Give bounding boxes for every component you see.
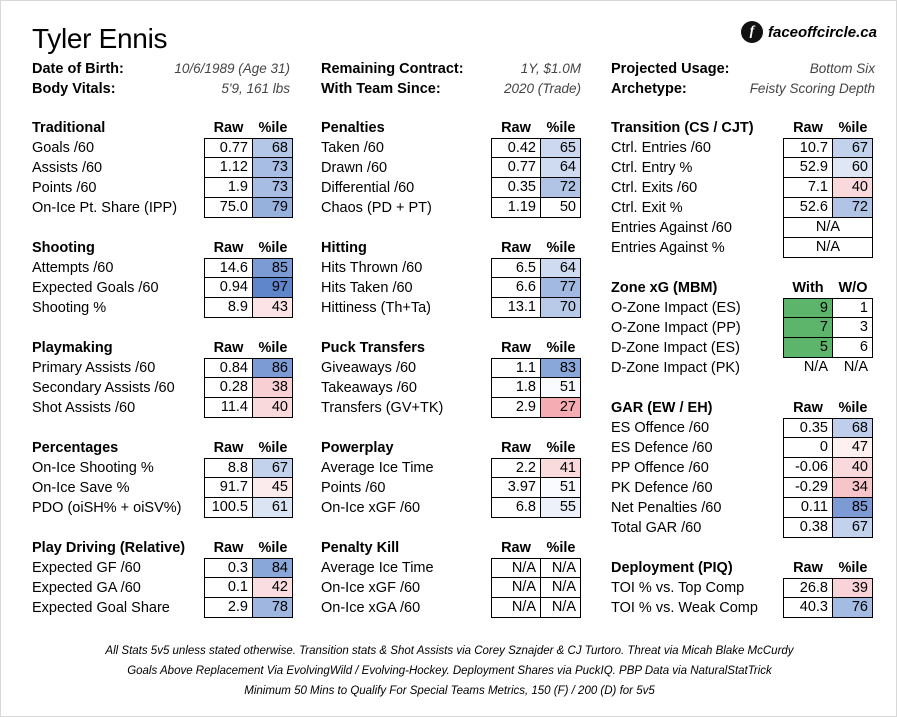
stat-row <box>321 138 581 158</box>
stat-raw: 0.94 <box>204 278 253 298</box>
stat-raw: 52.6 <box>783 198 833 218</box>
section-title: GAR (EW / EH) <box>611 400 713 416</box>
column-header: Raw <box>501 240 531 256</box>
section-title: Playmaking <box>32 340 113 356</box>
column-header: %ile <box>258 240 288 256</box>
stat-section <box>321 118 581 218</box>
stat-raw: N/A <box>491 598 541 618</box>
section-title: Zone xG (MBM) <box>611 280 718 296</box>
stat-raw: 0.77 <box>204 138 253 158</box>
column-header: %ile <box>258 440 288 456</box>
column-header: Raw <box>501 340 531 356</box>
stat-row <box>32 278 293 298</box>
site-name: faceoffcircle.ca <box>768 23 877 41</box>
stat-label: On-Ice xGF /60 <box>321 500 421 516</box>
stat-percentile: 84 <box>253 558 293 578</box>
footer-line: Minimum 50 Mins to Qualify For Special Teams Metrics, 150 (F) / 200 (D) for 5v5 <box>244 685 655 697</box>
stat-raw: 0.35 <box>783 418 833 438</box>
stat-percentile: 64 <box>541 158 581 178</box>
stat-percentile: 1 <box>833 298 873 318</box>
column-header: Raw <box>213 120 244 136</box>
stat-row <box>32 598 293 618</box>
stat-percentile: 67 <box>253 458 293 478</box>
stat-label: Points /60 <box>321 480 386 496</box>
stat-raw: N/A <box>491 558 541 578</box>
section-header <box>321 238 581 258</box>
stat-raw: 0.84 <box>204 358 253 378</box>
section-header <box>32 118 293 138</box>
stat-raw: 1.9 <box>204 178 253 198</box>
stat-row <box>611 298 873 318</box>
stat-row <box>611 518 873 538</box>
stat-label: Ctrl. Exit % <box>611 200 683 216</box>
stat-row <box>321 478 581 498</box>
stat-value: N/A <box>783 238 873 258</box>
section-title: Puck Transfers <box>321 340 425 356</box>
stat-raw: 1.1 <box>491 358 541 378</box>
section-header <box>321 118 581 138</box>
stat-raw: 8.8 <box>204 458 253 478</box>
stat-percentile: 85 <box>253 258 293 278</box>
stat-label: Ctrl. Exits /60 <box>611 180 698 196</box>
section-header <box>611 118 873 138</box>
stat-raw: 7 <box>783 318 833 338</box>
stat-percentile: 68 <box>833 418 873 438</box>
stat-raw: 100.5 <box>204 498 253 518</box>
column-header: Raw <box>501 540 531 556</box>
section-header <box>321 438 581 458</box>
stat-row <box>321 278 581 298</box>
section-title: Percentages <box>32 440 119 456</box>
stat-label: Transfers (GV+TK) <box>321 400 444 416</box>
section-header <box>611 398 873 418</box>
stat-percentile: 97 <box>253 278 293 298</box>
stat-row <box>321 258 581 278</box>
stat-percentile: 45 <box>253 478 293 498</box>
stat-label: ES Offence /60 <box>611 420 710 436</box>
stat-section <box>32 238 293 318</box>
stat-section <box>321 438 581 518</box>
stat-section <box>321 338 581 418</box>
stat-raw: 7.1 <box>783 178 833 198</box>
stat-section <box>32 338 293 418</box>
info-row <box>321 59 581 79</box>
stat-value: N/A <box>783 218 873 238</box>
section-header <box>32 238 293 258</box>
stat-raw: -0.06 <box>783 458 833 478</box>
column-header: %ile <box>546 440 576 456</box>
stat-row <box>32 178 293 198</box>
stat-percentile: N/A <box>541 598 581 618</box>
stat-row <box>32 478 293 498</box>
faceoff-logo-icon: f <box>741 21 763 43</box>
section-title: Play Driving (Relative) <box>32 540 186 556</box>
footer-notes <box>1 641 897 701</box>
stat-percentile: 83 <box>541 358 581 378</box>
stat-raw: 0.11 <box>783 498 833 518</box>
stat-raw: 0.77 <box>491 158 541 178</box>
section-title: Penalty Kill <box>321 540 400 556</box>
stat-label: PK Defence /60 <box>611 480 713 496</box>
stat-raw: -0.29 <box>783 478 833 498</box>
stat-percentile: 65 <box>541 138 581 158</box>
stat-percentile: 3 <box>833 318 873 338</box>
stat-raw: 10.7 <box>783 138 833 158</box>
column-header: %ile <box>258 120 288 136</box>
stat-percentile: 34 <box>833 478 873 498</box>
stat-percentile: 79 <box>253 198 293 218</box>
stat-raw: 0.3 <box>204 558 253 578</box>
stat-row <box>611 318 873 338</box>
column-header: %ile <box>838 400 868 416</box>
stat-label: D-Zone Impact (ES) <box>611 340 740 356</box>
stat-percentile: 85 <box>833 498 873 518</box>
column-header: %ile <box>258 340 288 356</box>
stat-raw: 6.5 <box>491 258 541 278</box>
stat-row <box>611 218 873 238</box>
stat-raw: N/A <box>783 358 833 378</box>
stat-row <box>611 358 873 378</box>
player-name: Tyler Ennis <box>32 23 168 54</box>
stat-label: Average Ice Time <box>321 460 434 476</box>
column-header: %ile <box>838 120 868 136</box>
stat-label: On-Ice xGF /60 <box>321 580 421 596</box>
info-label: Body Vitals: <box>32 81 116 97</box>
stat-percentile: N/A <box>541 578 581 598</box>
stat-raw: 3.97 <box>491 478 541 498</box>
info-label: Projected Usage: <box>611 61 730 77</box>
section-header <box>611 558 873 578</box>
section-title: Deployment (PIQ) <box>611 560 733 576</box>
stat-label: Expected GF /60 <box>32 560 141 576</box>
stat-percentile: 73 <box>253 158 293 178</box>
stat-row <box>32 498 293 518</box>
stat-percentile: 42 <box>253 578 293 598</box>
info-value: 2020 (Trade) <box>503 81 581 96</box>
stat-label: On-Ice Pt. Share (IPP) <box>32 200 178 216</box>
stat-row <box>32 558 293 578</box>
stat-label: Taken /60 <box>321 140 384 156</box>
stat-raw: 0.38 <box>783 518 833 538</box>
stat-percentile: 76 <box>833 598 873 618</box>
stat-label: Total GAR /60 <box>611 520 702 536</box>
stat-raw: 8.9 <box>204 298 253 318</box>
stat-label: Shot Assists /60 <box>32 400 136 416</box>
column-header: With <box>792 280 824 296</box>
stat-label: Entries Against % <box>611 240 725 256</box>
stat-row <box>321 578 581 598</box>
stat-section <box>321 538 581 618</box>
stat-raw: 91.7 <box>204 478 253 498</box>
section-title: Penalties <box>321 120 385 136</box>
stat-row <box>321 198 581 218</box>
stat-raw: 26.8 <box>783 578 833 598</box>
stat-percentile: 27 <box>541 398 581 418</box>
stat-percentile: 40 <box>833 458 873 478</box>
info-label: Archetype: <box>611 81 687 97</box>
stat-percentile: 41 <box>541 458 581 478</box>
stat-raw: 13.1 <box>491 298 541 318</box>
stat-row <box>32 358 293 378</box>
stat-percentile: 47 <box>833 438 873 458</box>
section-title: Transition (CS / CJT) <box>611 120 754 136</box>
stat-percentile: 68 <box>253 138 293 158</box>
stat-row <box>321 178 581 198</box>
info-label: Remaining Contract: <box>321 61 464 77</box>
info-value: Feisty Scoring Depth <box>749 81 875 96</box>
stat-percentile: N/A <box>541 558 581 578</box>
info-label: Date of Birth: <box>32 61 124 77</box>
stat-label: Assists /60 <box>32 160 103 176</box>
stat-label: Primary Assists /60 <box>32 360 156 376</box>
stat-percentile: 70 <box>541 298 581 318</box>
column-header: Raw <box>501 120 531 136</box>
stat-percentile: 67 <box>833 138 873 158</box>
section-header <box>321 538 581 558</box>
stat-row <box>321 458 581 478</box>
info-row <box>32 79 290 99</box>
info-label: With Team Since: <box>321 81 441 97</box>
stat-section <box>32 438 293 518</box>
stat-row <box>321 598 581 618</box>
stat-percentile: 60 <box>833 158 873 178</box>
stat-raw: 2.9 <box>491 398 541 418</box>
stat-percentile: 86 <box>253 358 293 378</box>
stat-row <box>611 238 873 258</box>
info-value: Bottom Six <box>809 61 875 76</box>
stat-label: Points /60 <box>32 180 97 196</box>
stat-raw: 75.0 <box>204 198 253 218</box>
section-header <box>32 338 293 358</box>
stat-raw: 1.8 <box>491 378 541 398</box>
stat-percentile: 50 <box>541 198 581 218</box>
info-row <box>611 79 875 99</box>
section-header <box>321 338 581 358</box>
stat-label: Expected Goals /60 <box>32 280 159 296</box>
stat-section <box>611 398 873 538</box>
stat-label: Ctrl. Entries /60 <box>611 140 711 156</box>
stat-section <box>321 238 581 318</box>
stat-row <box>611 198 873 218</box>
stat-row <box>32 398 293 418</box>
stat-label: On-Ice xGA /60 <box>321 600 421 616</box>
stat-percentile: 43 <box>253 298 293 318</box>
column-header: Raw <box>501 440 531 456</box>
stat-row <box>32 158 293 178</box>
stat-label: Differential /60 <box>321 180 415 196</box>
column-header: Raw <box>213 540 244 556</box>
column-header: Raw <box>213 340 244 356</box>
stat-row <box>32 138 293 158</box>
info-row <box>611 59 875 79</box>
stat-raw: N/A <box>491 578 541 598</box>
stat-row <box>611 338 873 358</box>
footer-line: Goals Above Replacement Via EvolvingWild / Evolving-Hockey. Deployment Shares via PuckIQ. PBP Data via NaturalStatTrick <box>127 665 772 677</box>
stat-raw: 0.42 <box>491 138 541 158</box>
stat-label: On-Ice Save % <box>32 480 130 496</box>
stat-raw: 1.12 <box>204 158 253 178</box>
stat-percentile: 73 <box>253 178 293 198</box>
stat-raw: 5 <box>783 338 833 358</box>
stat-raw: 2.9 <box>204 598 253 618</box>
stat-percentile: 77 <box>541 278 581 298</box>
stat-row <box>321 398 581 418</box>
stat-label: PDO (oiSH% + oiSV%) <box>32 500 182 516</box>
stat-raw: 2.2 <box>491 458 541 478</box>
stat-label: Hits Thrown /60 <box>321 260 423 276</box>
stat-raw: 14.6 <box>204 258 253 278</box>
stat-section <box>611 278 873 378</box>
stat-label: PP Offence /60 <box>611 460 709 476</box>
stat-percentile: 38 <box>253 378 293 398</box>
section-title: Powerplay <box>321 440 394 456</box>
section-title: Hitting <box>321 240 367 256</box>
stat-row <box>321 158 581 178</box>
stat-row <box>321 558 581 578</box>
column-header: %ile <box>546 540 576 556</box>
stat-section <box>611 558 873 618</box>
stat-label: Drawn /60 <box>321 160 388 176</box>
stat-label: Expected GA /60 <box>32 580 141 596</box>
site-logo <box>741 21 877 43</box>
stat-row <box>32 378 293 398</box>
column-header: %ile <box>838 560 868 576</box>
stat-row <box>321 298 581 318</box>
column-header: Raw <box>793 400 823 416</box>
stat-row <box>32 578 293 598</box>
stat-raw: 0.1 <box>204 578 253 598</box>
section-title: Shooting <box>32 240 95 256</box>
stat-raw: 0 <box>783 438 833 458</box>
stat-label: Entries Against /60 <box>611 220 732 236</box>
stat-label: Ctrl. Entry % <box>611 160 693 176</box>
info-value: 1Y, $1.0M <box>520 61 581 76</box>
section-header <box>32 538 293 558</box>
stat-percentile: 72 <box>541 178 581 198</box>
stat-row <box>32 458 293 478</box>
stat-row <box>32 298 293 318</box>
info-row <box>321 79 581 99</box>
stat-label: TOI % vs. Top Comp <box>611 580 745 596</box>
stat-label: Hittiness (Th+Ta) <box>321 300 431 316</box>
info-row <box>32 59 290 79</box>
stat-label: Shooting % <box>32 300 107 316</box>
stat-percentile: 51 <box>541 378 581 398</box>
stat-row <box>321 358 581 378</box>
stat-raw: 0.28 <box>204 378 253 398</box>
stat-row <box>611 578 873 598</box>
column-header: %ile <box>546 240 576 256</box>
column-header: Raw <box>213 440 244 456</box>
stat-raw: 40.3 <box>783 598 833 618</box>
stat-percentile: 64 <box>541 258 581 278</box>
stat-row <box>611 458 873 478</box>
stat-label: Secondary Assists /60 <box>32 380 175 396</box>
stat-section <box>32 538 293 618</box>
stat-percentile: 61 <box>253 498 293 518</box>
stat-section <box>611 118 873 258</box>
column-header: Raw <box>793 560 823 576</box>
stat-label: TOI % vs. Weak Comp <box>611 600 758 616</box>
stat-label: D-Zone Impact (PK) <box>611 360 740 376</box>
stat-label: O-Zone Impact (ES) <box>611 300 741 316</box>
stat-row <box>321 498 581 518</box>
column-header: Raw <box>793 120 823 136</box>
column-header: %ile <box>546 120 576 136</box>
stat-label: Hits Taken /60 <box>321 280 413 296</box>
stat-label: Goals /60 <box>32 140 95 156</box>
stat-label: ES Defence /60 <box>611 440 713 456</box>
stat-label: Net Penalties /60 <box>611 500 722 516</box>
stat-row <box>611 438 873 458</box>
stat-percentile: 55 <box>541 498 581 518</box>
stat-row <box>611 478 873 498</box>
stat-label: Chaos (PD + PT) <box>321 200 432 216</box>
stat-percentile: 39 <box>833 578 873 598</box>
stat-label: Average Ice Time <box>321 560 434 576</box>
section-title: Traditional <box>32 120 106 136</box>
stat-label: Attempts /60 <box>32 260 114 276</box>
stat-section <box>32 118 293 218</box>
column-header: Raw <box>213 240 244 256</box>
stat-raw: 9 <box>783 298 833 318</box>
stat-label: O-Zone Impact (PP) <box>611 320 741 336</box>
footer-line: All Stats 5v5 unless stated otherwise. Transition stats & Shot Assists via Corey Sznajder & CJ Turtoro. Threat via Micah Blake McCurdy <box>105 645 794 657</box>
stat-row <box>611 498 873 518</box>
stat-raw: 0.35 <box>491 178 541 198</box>
stat-raw: 11.4 <box>204 398 253 418</box>
stat-percentile: 40 <box>253 398 293 418</box>
stat-label: On-Ice Shooting % <box>32 460 154 476</box>
stat-percentile: 6 <box>833 338 873 358</box>
stat-percentile: 78 <box>253 598 293 618</box>
stat-percentile: 51 <box>541 478 581 498</box>
stat-label: Expected Goal Share <box>32 600 170 616</box>
stat-row <box>611 598 873 618</box>
stat-percentile: N/A <box>833 358 873 378</box>
stat-row <box>32 198 293 218</box>
stat-row <box>611 418 873 438</box>
stat-raw: 6.8 <box>491 498 541 518</box>
stat-label: Takeaways /60 <box>321 380 417 396</box>
info-value: 10/6/1989 (Age 31) <box>174 61 290 76</box>
stat-row <box>611 138 873 158</box>
stat-row <box>611 158 873 178</box>
stat-raw: 52.9 <box>783 158 833 178</box>
section-header <box>32 438 293 458</box>
section-header <box>611 278 873 298</box>
stat-percentile: 40 <box>833 178 873 198</box>
stat-percentile: 72 <box>833 198 873 218</box>
stat-label: Giveaways /60 <box>321 360 417 376</box>
column-header: %ile <box>546 340 576 356</box>
column-header: W/O <box>838 280 868 296</box>
stat-percentile: 67 <box>833 518 873 538</box>
stat-row <box>321 378 581 398</box>
column-header: %ile <box>258 540 288 556</box>
stat-row <box>611 178 873 198</box>
info-value: 5'9, 161 lbs <box>221 81 290 96</box>
stat-raw: 6.6 <box>491 278 541 298</box>
stat-row <box>32 258 293 278</box>
stat-raw: 1.19 <box>491 198 541 218</box>
